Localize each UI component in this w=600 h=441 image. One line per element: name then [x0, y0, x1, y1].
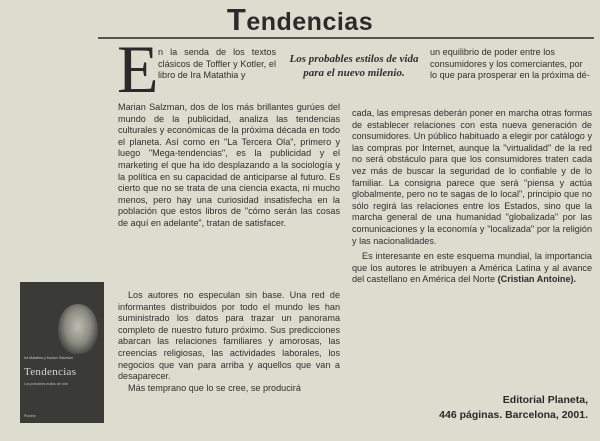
article-title-initial: T — [226, 2, 247, 37]
column2-paragraph-2-text: Es interesante en este esquema mundial, la importancia que los autores le atribuyen a América Latina y al avance del castellano en América del Norte — [352, 251, 592, 285]
cover-authors: Ira Matathia y Marian Salzman — [24, 356, 73, 360]
title-rule — [98, 37, 594, 39]
pages-place-year-line: 446 páginas. Barcelona, 2001. — [439, 409, 588, 421]
cover-subtitle: Los probables estilos de vida — [24, 382, 68, 386]
article-title-rest: endencias — [246, 8, 374, 36]
cover-title: Tendencias — [24, 366, 77, 378]
column1-body — [118, 102, 340, 230]
column1-paragraph-1: Marian Salzman, dos de los más brillantes gurúes del mundo de la publicidad, analiza las tendencias culturales y económicas de la próxima década en todo el planeta. Así como en "La Tercera Ola", primero y luego "Mega-tendencias", es la publicidad y el marketing el que ha ido desplazando a la sociología y la política en su capacidad de anticiparse al futuro. Es cierto que no se trata de una ciencia exacta, ni mucho menos, pero hay una curiosidad insatisfecha en la población que estos libros de "cómo serán las cosas de aquí en adelante", tratan de satisfacer. — [118, 102, 340, 228]
column2-intro-text: un equilibrio de poder entre los consumidores y los comerciantes, por lo que para prosperar en la próxima dé- — [430, 47, 590, 81]
column2-paragraph-1: cada, las empresas deberán poner en marcha otras formas de establecer relaciones con esta nueva generación de consumidores. Un público habituado a elegir por catálogo y las compras por Internet, aunque la "virtualidad" de la red no será obstáculo para que los consumidores traten cada vez más de buscar la seguridad de lo confiable y de lo familiar. La consigna parece que será "piensa y actúa globalmente, pero no te sagas de lo local", principio que no sólo regirá las relaciones entre los Estados, sino que la marcha general de una humanidad "globalizada" por las comunicaciones y la economía y "localizada" por la religión y las nacionalidades. — [352, 108, 592, 246]
column2-body — [352, 108, 592, 286]
publisher-line: Editorial Planeta, — [502, 394, 588, 406]
article-title — [0, 2, 600, 38]
cover-portrait — [58, 304, 98, 354]
column1-body-lower — [118, 290, 340, 394]
column2-paragraph-2 — [352, 251, 592, 286]
drop-cap: E — [117, 31, 159, 107]
article-author: (Cristian Antoine). — [497, 274, 577, 285]
column1-paragraph-3: Más temprano que lo se cree, se producirá — [128, 382, 301, 393]
pull-quote: Los probables estilos de vida para el nuevo milenio. — [289, 53, 419, 79]
column1-intro — [158, 47, 276, 82]
column1-intro-text: n la senda de los textos clásicos de Toffler y Kotler, el libro de Ira Matathia y — [158, 47, 276, 81]
column1-paragraph-2: Los autores no especulan sin base. Una red de informantes distribuidos por todo el mundo les han suministrado los datos para trazar un panorama completo de nuestro futuro próximo. Sus predicciones abarcan las relaciones familiares y amorosas, las creencias religiosas, las actividades laborales, los negocios que van para arriba y aquellos que van a desaparecer. — [118, 290, 340, 382]
book-cover-image — [20, 282, 104, 423]
publication-credit — [439, 393, 588, 423]
column2-intro — [430, 47, 592, 82]
cover-publisher: Planeta — [24, 414, 36, 418]
